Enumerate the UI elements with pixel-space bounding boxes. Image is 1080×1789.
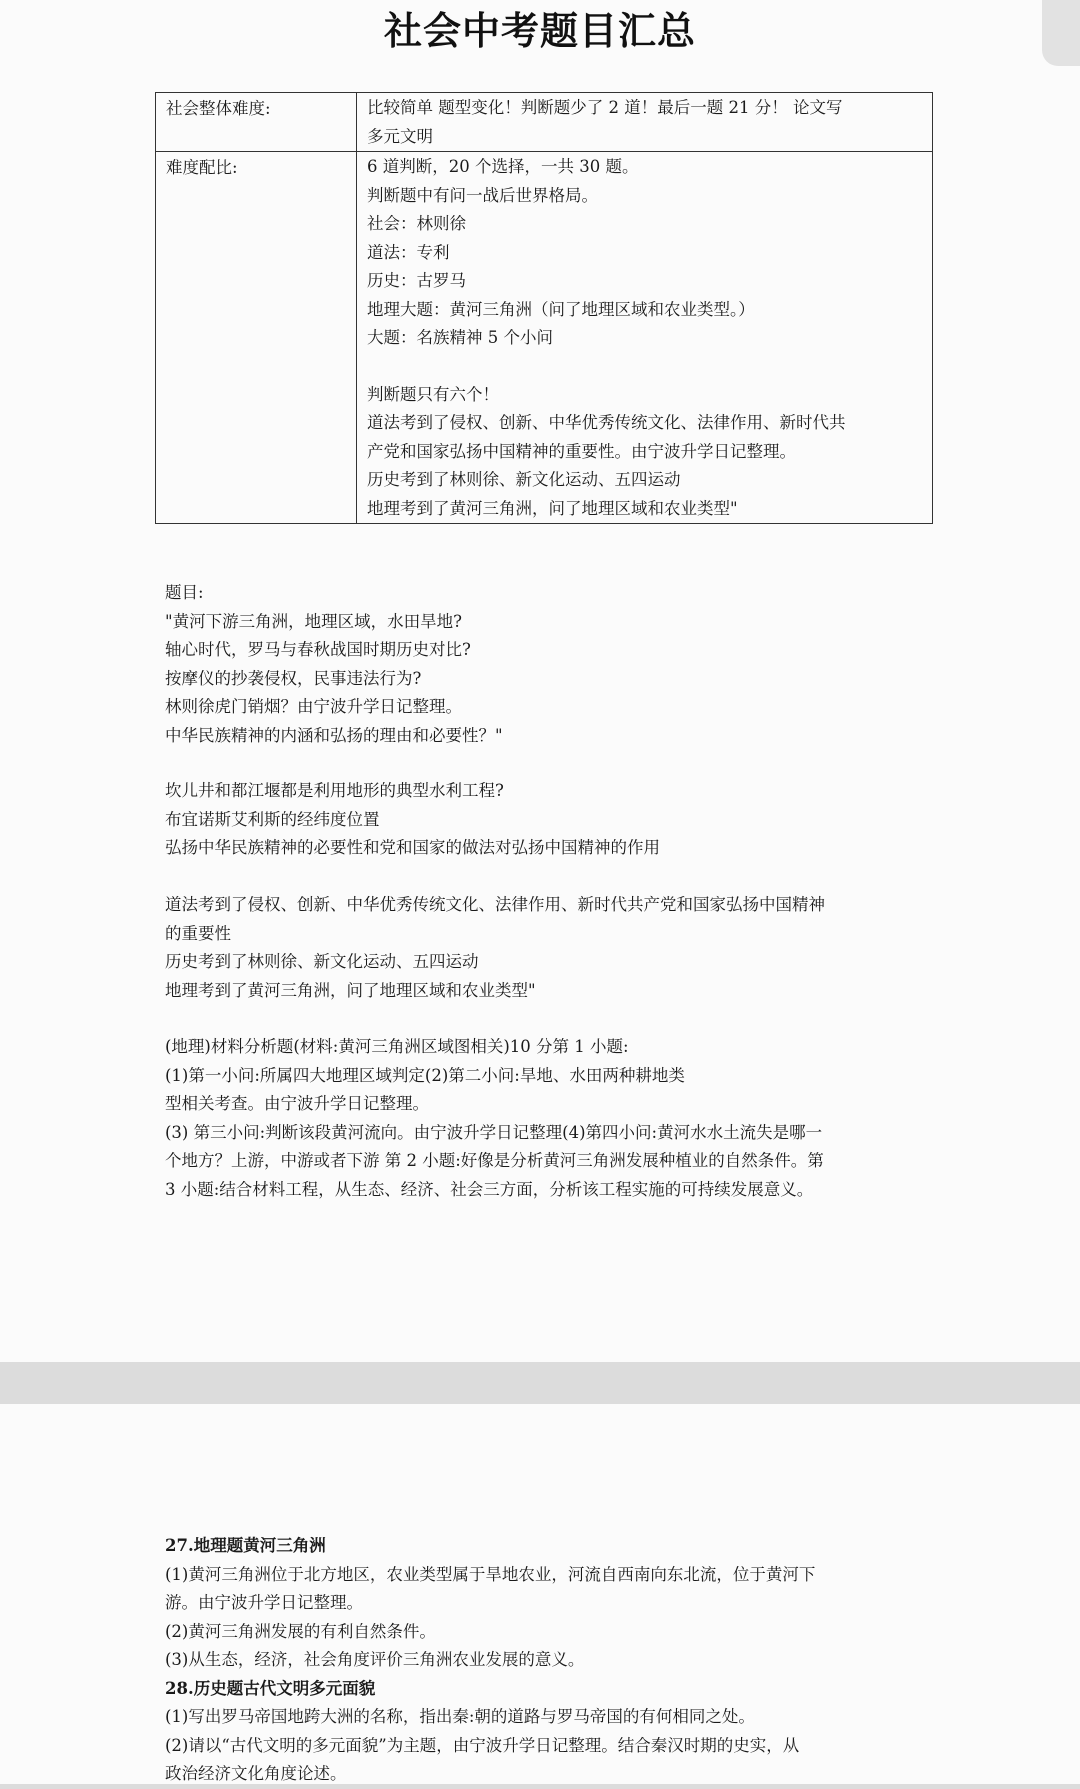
question-28-line: 政治经济文化角度论述。: [165, 1764, 347, 1783]
question-27-line: (3)从生态，经济，社会角度评价三角洲农业发展的意义。: [165, 1650, 585, 1669]
analysis-line: 个地方？上游，中游或者下游 第 2 小题:好像是分析黄河三角洲发展种植业的自然条件。第: [165, 1151, 824, 1170]
table-line: 道法考到了侵权、创新、中华优秀传统文化、法律作用、新时代共: [367, 413, 846, 432]
summary-table: [155, 92, 933, 524]
table-line: 判断题中有问一战后世界格局。: [367, 185, 598, 205]
table-value-cell: [357, 152, 933, 524]
analysis-line: (1)第一小问:所属四大地理区域判定(2)第二小问:旱地、水田两种耕地类: [165, 1065, 685, 1085]
question-27-title: 27.地理题黄河三角洲: [165, 1536, 326, 1555]
table-line: 地理大题：黄河三角洲（问了地理区域和农业类型。）: [367, 299, 755, 319]
analysis-line: (3) 第三小问:判断该段黄河流向。由宁波升学日记整理(4)第四小问:黄河水水土流失是哪一: [165, 1122, 823, 1142]
extra-questions-section: [165, 777, 935, 863]
question-28-title: 28.历史题古代文明多元面貌: [165, 1678, 376, 1698]
question-line: 坎儿井和都江堰都是利用地形的典型水利工程?: [165, 781, 504, 800]
table-row-difficulty: [156, 93, 933, 152]
geo-analysis-section: [165, 1033, 935, 1204]
questions-heading: 题目:: [165, 583, 204, 602]
table-line: 历史考到了林则徐、新文化运动、五四运动: [367, 470, 681, 489]
question-27-line: 游。由宁波升学日记整理。: [165, 1593, 363, 1612]
recap-section: [165, 891, 935, 1005]
question-line: 林则徐虎门销烟？由宁波升学日记整理。: [165, 697, 462, 716]
question-28-line: (1)写出罗马帝国地跨大洲的名称，指出秦:朝的道路与罗马帝国的有何相同之处。: [165, 1707, 755, 1726]
question-line: 弘扬中华民族精神的必要性和党和国家的做法对弘扬中国精神的作用: [165, 838, 660, 857]
questions-section: [165, 579, 935, 750]
page2-questions-section: [165, 1532, 935, 1789]
table-line: 6 道判断，20 个选择，一共 30 题。: [367, 157, 639, 176]
table-blank-line: [367, 353, 922, 381]
analysis-line: (地理)材料分析题(材料:黄河三角洲区域图相关)10 分第 1 小题:: [165, 1037, 629, 1056]
page-title: 社会中考题目汇总: [383, 9, 696, 53]
question-27-line: (1)黄河三角洲位于北方地区，农业类型属于旱地农业，河流自西南向东北流，位于黄河下: [165, 1564, 816, 1584]
table-line: 判断题只有六个！: [367, 384, 499, 404]
table-line: 社会：林则徐: [367, 214, 466, 233]
table-line: 大题：名族精神 5 个小问: [367, 328, 553, 347]
question-line: 轴心时代，罗马与春秋战国时期历史对比?: [165, 640, 471, 659]
question-28-line: (2)请以“古代文明的多元面貌”为主题，由宁波升学日记整理。结合秦汉时期的史实，从: [165, 1735, 800, 1755]
question-line: 布宜诺斯艾利斯的经纬度位置: [165, 809, 380, 829]
analysis-line: 3 小题:结合材料工程，从生态、经济、社会三方面，分析该工程实施的可持续发展意义。: [165, 1179, 814, 1199]
table-line: 多元文明: [367, 126, 433, 146]
recap-line: 道法考到了侵权、创新、中华优秀传统文化、法律作用、新时代共产党和国家弘扬中国精神: [165, 895, 825, 914]
table-label-cell: 社会整体难度:: [156, 93, 357, 152]
table-line: 历史：古罗马: [367, 271, 466, 290]
table-label-cell: 难度配比:: [156, 152, 357, 524]
recap-line: 地理考到了黄河三角洲，问了地理区域和农业类型": [165, 980, 536, 1000]
table-line: 道法：专利: [367, 242, 450, 262]
table-line: 比较简单 题型变化！判断题少了 2 道！最后一题 21 分！ 论文写: [367, 98, 843, 117]
question-line: "黄河下游三角洲，地理区域，水田旱地?: [165, 611, 462, 631]
question-line: 按摩仪的抄袭侵权，民事违法行为?: [165, 668, 422, 688]
question-27-line: (2)黄河三角洲发展的有利自然条件。: [165, 1621, 436, 1641]
question-line: 中华民族精神的内涵和弘扬的理由和必要性？": [165, 725, 503, 745]
recap-line: 的重要性: [165, 923, 231, 943]
table-value-cell: [357, 93, 933, 152]
analysis-line: 型相关考查。由宁波升学日记整理。: [165, 1094, 429, 1113]
table-line: 产党和国家弘扬中国精神的重要性。由宁波升学日记整理。: [367, 441, 796, 461]
table-row-ratio: [156, 152, 933, 524]
recap-line: 历史考到了林则徐、新文化运动、五四运动: [165, 952, 479, 971]
table-line: 地理考到了黄河三角洲，问了地理区域和农业类型": [367, 498, 738, 518]
